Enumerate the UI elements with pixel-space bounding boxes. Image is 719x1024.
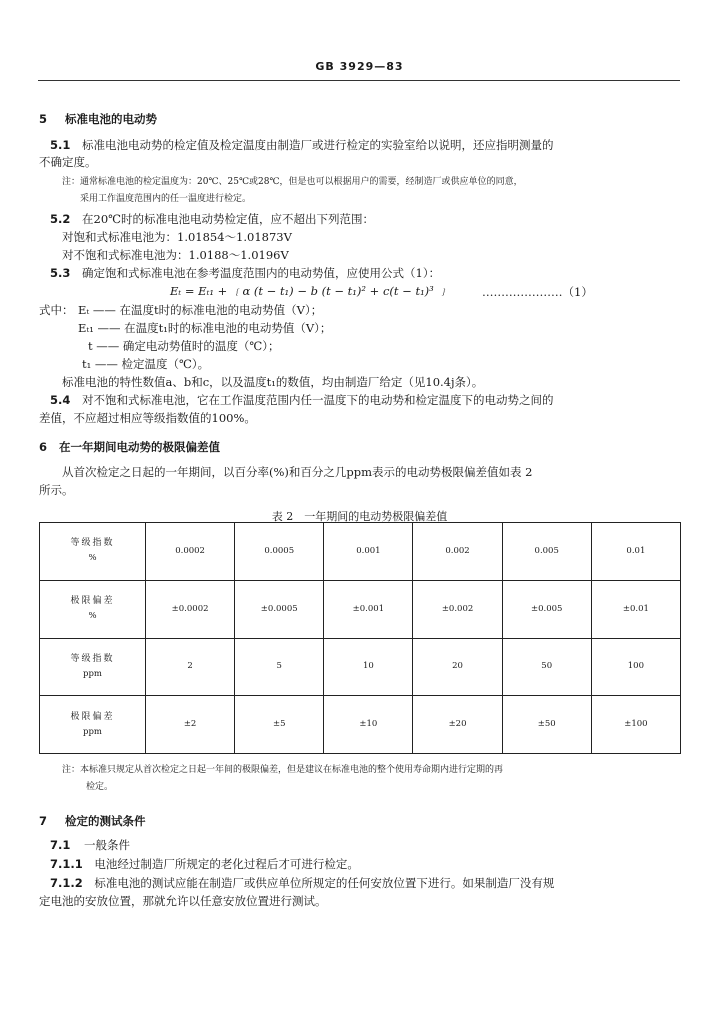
para-5-4 (50, 393, 554, 408)
table-2-caption: 表 2 一年期间的电动势极限偏差值 (271, 510, 448, 523)
para-5-3-tail: 标准电池的特性数值a、b和c，以及温度t₁的数值，均由制造厂给定（见10.4j条）。 (62, 375, 484, 389)
table-row (40, 638, 681, 696)
table-cell: ±0.002 (413, 580, 502, 638)
note-5-1-line2: 采用工作温度范围内的任一温度进行检定。 (80, 194, 252, 204)
row-unit: ppm (83, 668, 102, 679)
table-cell: 0.01 (591, 523, 680, 581)
table-cell: ±10 (324, 696, 413, 754)
table-cell: 10 (324, 638, 413, 696)
table-cell: ±50 (502, 696, 591, 754)
section-5-heading (39, 112, 157, 127)
row-label: 极限偏差 (70, 596, 115, 607)
table-cell: ±0.0002 (146, 580, 235, 638)
row-label: 极限偏差 (70, 711, 115, 722)
table-cell: 5 (235, 638, 324, 696)
para-7-1-1-number: 7.1.1 (50, 857, 83, 871)
where-line-3: t —— 确定电动势值时的温度（℃）； (88, 339, 280, 353)
table-2-note-line2: 检定。 (86, 782, 114, 792)
table-cell: ±0.005 (502, 580, 591, 638)
para-5-4-line1: 对不饱和式标准电池，它在工作温度范围内任一温度下的电动势和检定温度下的电动势之间的 (82, 393, 554, 407)
para-7-1-2-line2: 定电池的安放位置，那就允许以任意安放位置进行测试。 (39, 894, 327, 908)
para-5-2-number: 5.2 (50, 212, 71, 226)
table-cell: 0.005 (502, 523, 591, 581)
row-header (40, 696, 146, 754)
para-5-1 (50, 138, 554, 153)
table-cell: 2 (146, 638, 235, 696)
para-7-1 (50, 838, 130, 853)
row-label: 等级指数 (70, 538, 115, 549)
para-7-1-2-line1: 标准电池的测试应能在制造厂或供应单位所规定的任何安放位置下进行。如果制造厂没有规 (94, 876, 555, 890)
para-7-1-1 (50, 857, 359, 872)
para-5-1-line1: 标准电池电动势的检定值及检定温度由制造厂或进行检定的实验室给以说明，还应指明测量的 (82, 138, 554, 152)
table-cell: ±100 (591, 696, 680, 754)
para-7-1-2-number: 7.1.2 (50, 876, 83, 890)
table-cell: ±0.01 (591, 580, 680, 638)
para-7-1-number: 7.1 (50, 838, 71, 852)
section-6-heading (39, 440, 220, 455)
table-cell: 0.0002 (146, 523, 235, 581)
para-5-4-number: 5.4 (50, 393, 71, 407)
section-7-number: 7 (39, 814, 48, 828)
section-6-para-line2: 所示。 (39, 483, 74, 497)
para-5-1-line2: 不确定度。 (39, 155, 97, 169)
section-7-title: 检定的测试条件 (65, 814, 146, 828)
note-5-1-line1: 注：通常标准电池的检定温度为：20℃、25℃或28℃，但是也可以根据用户的需要，经制造厂或供应单位的同意， (62, 177, 523, 187)
range-unsaturated: 对不饱和式标准电池为：1.0188～1.0196V (62, 248, 289, 262)
table-cell: 0.001 (324, 523, 413, 581)
row-unit: ppm (83, 726, 102, 737)
standard-code-header: GB 3929—83 (315, 60, 404, 73)
table-row (40, 580, 681, 638)
row-header (40, 580, 146, 638)
section-6-title: 在一年期间电动势的极限偏差值 (59, 440, 221, 454)
table-cell: 100 (591, 638, 680, 696)
para-5-4-line2: 差值，不应超过相应等级指数值的100%。 (39, 411, 256, 425)
row-unit: % (88, 553, 97, 564)
table-2-note (62, 762, 503, 796)
row-header (40, 523, 146, 581)
para-5-1-number: 5.1 (50, 138, 71, 152)
para-7-1-text: 一般条件 (84, 838, 131, 852)
table-cell: ±2 (146, 696, 235, 754)
table-2 (39, 522, 681, 754)
row-label: 等级指数 (70, 653, 115, 664)
table-cell: 20 (413, 638, 502, 696)
row-header (40, 638, 146, 696)
table-cell: ±0.001 (324, 580, 413, 638)
para-5-3 (50, 266, 440, 281)
where-line-2: Eₜ₁ —— 在温度t₁时的标准电池的电动势值（V）； (78, 321, 332, 335)
header-rule (38, 80, 680, 81)
where-lead: 式中： (39, 303, 74, 317)
where-line-4: t₁ —— 检定温度（℃）。 (82, 357, 210, 371)
para-5-2-text: 在20℃时的标准电池电动势检定值，应不超出下列范围： (82, 212, 375, 226)
para-5-3-text: 确定饱和式标准电池在参考温度范围内的电动势值，应使用公式（1）： (82, 266, 441, 280)
table-2-note-line1: 注：本标准只规定从首次检定之日起一年间的极限偏差，但是建议在标准电池的整个使用寿命期内进行定期的再 (62, 765, 504, 775)
section-7-heading (39, 814, 146, 829)
para-7-1-1-text: 电池经过制造厂所规定的老化过程后才可进行检定。 (94, 857, 359, 871)
table-cell: ±0.0005 (235, 580, 324, 638)
section-6-number: 6 (39, 440, 48, 454)
table-cell: ±5 (235, 696, 324, 754)
table-row (40, 696, 681, 754)
section-5-title: 标准电池的电动势 (65, 112, 158, 126)
section-5-number: 5 (39, 112, 48, 126)
table-cell: 0.002 (413, 523, 502, 581)
row-unit: % (88, 611, 97, 622)
table-cell: 50 (502, 638, 591, 696)
section-6-para-line1: 从首次检定之日起的一年期间，以百分率(%)和百分之几ppm表示的电动势极限偏差值如表 2 (62, 465, 533, 479)
para-5-3-number: 5.3 (50, 266, 71, 280)
table-cell: ±20 (413, 696, 502, 754)
para-5-2 (50, 212, 374, 227)
formula-1-number: …………………（1） (482, 285, 593, 299)
table-cell: 0.0005 (235, 523, 324, 581)
range-saturated: 对饱和式标准电池为：1.01854～1.01873V (62, 230, 292, 244)
formula-1: Eₜ = Eₜ₁ + ﹛α (t − t₁) − b (t − t₁)² + c(t − t₁)³ ﹜ (170, 284, 449, 298)
para-7-1-2 (50, 876, 554, 891)
where-line-1: Eₜ —— 在温度t时的标准电池的电动势值（V）； (78, 303, 323, 317)
table-row (40, 523, 681, 581)
